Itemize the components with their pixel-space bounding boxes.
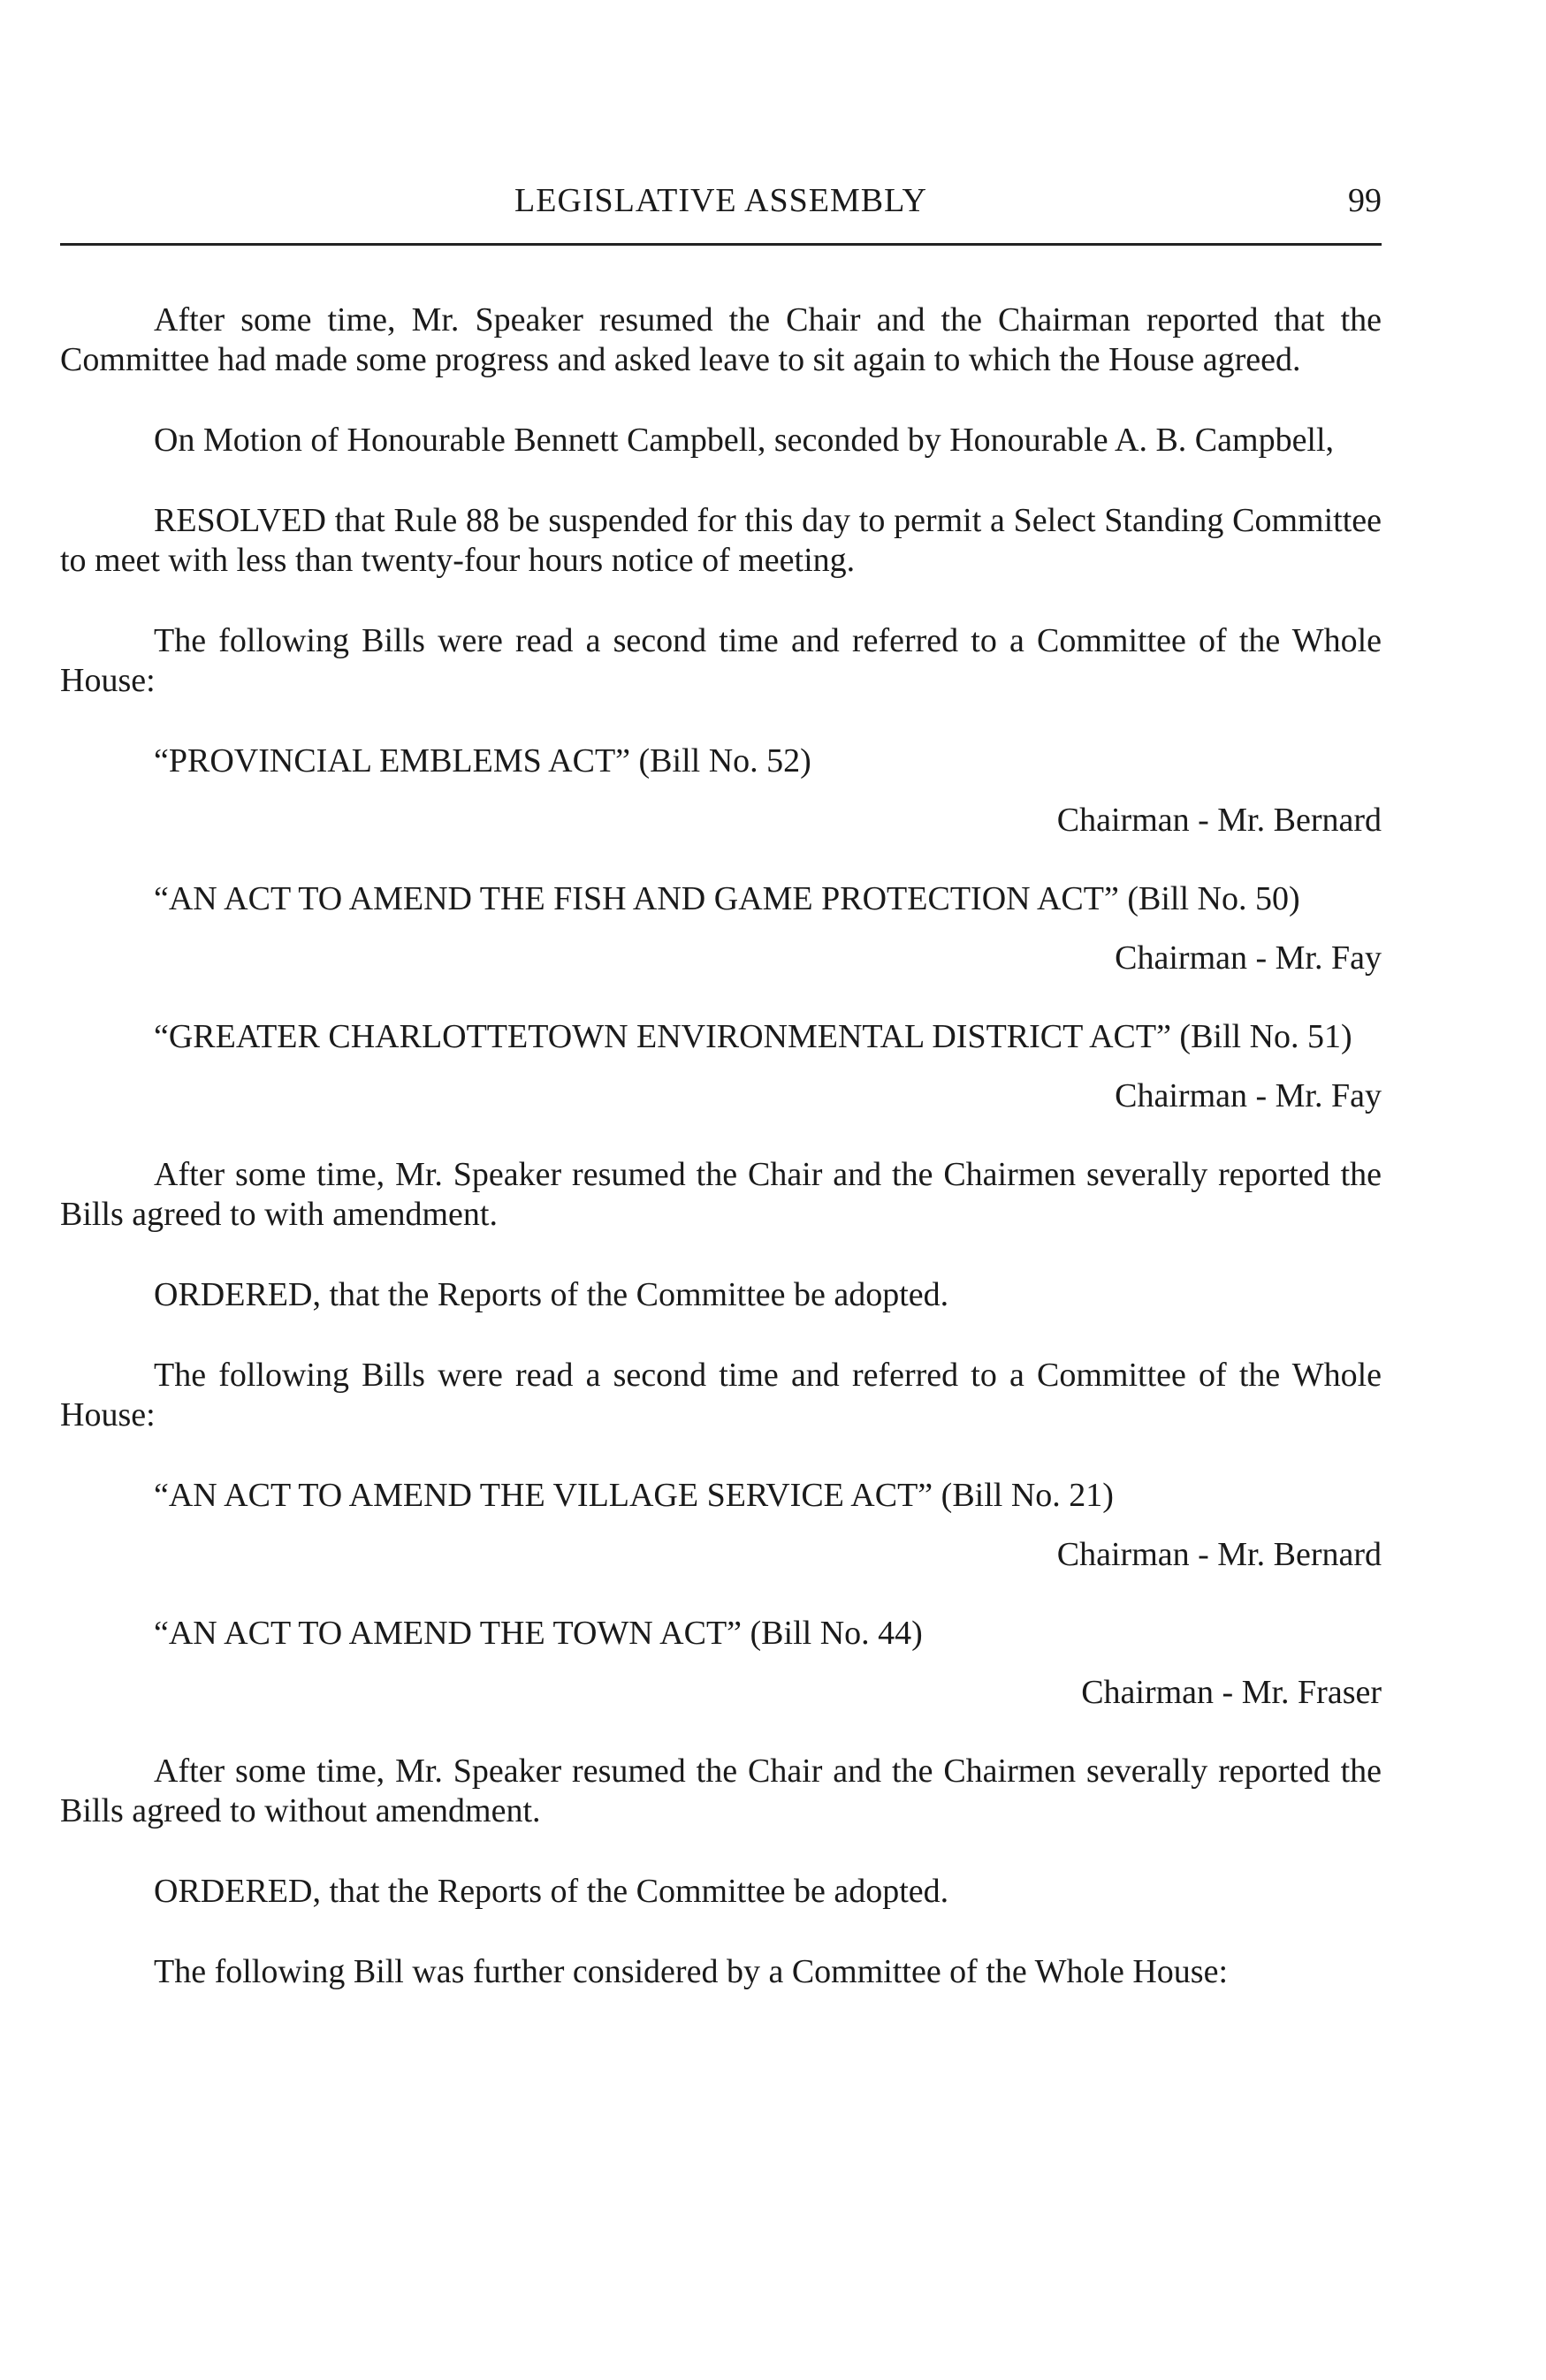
bill-title: “AN ACT TO AMEND THE VILLAGE SERVICE ACT” (Bill No. 21) [154,1477,1114,1514]
bill-chairman: Chairman - Mr. Fay [1115,1077,1382,1114]
bill-title: “AN ACT TO AMEND THE FISH AND GAME PROTECTION ACT” (Bill No. 50) [154,880,1300,917]
bill-title: “PROVINCIAL EMBLEMS ACT” (Bill No. 52) [154,742,811,779]
bill-title: “GREATER CHARLOTTETOWN ENVIRONMENTAL DISTRICT ACT” (Bill No. 51) [154,1018,1352,1055]
page-title: LEGISLATIVE ASSEMBLY [514,182,927,219]
paragraph-ordered: ORDERED, that the Reports of the Committee be adopted. [154,1873,949,1910]
paragraph-committee-progress: After some time, Mr. Speaker resumed the Chair and the Chairman reported that the Committee had made some progress and asked leave to sit again to which the House agreed. [60,301,1382,378]
paragraph-further-considered: The following Bill was further considered by a Committee of the Whole House: [154,1953,1229,1990]
paragraph-ordered: ORDERED, that the Reports of the Committee be adopted. [154,1276,949,1313]
paragraph-bills-second-reading: The following Bills were read a second time and referred to a Committee of the Whole House: [60,622,1382,699]
bill-chairman: Chairman - Mr. Bernard [1056,1536,1382,1573]
document-body [60,300,1382,2033]
page-header [60,181,1382,246]
paragraph-motion: On Motion of Honourable Bennett Campbell, seconded by Honourable A. B. Campbell, [154,422,1335,459]
bill-chairman: Chairman - Mr. Bernard [1056,802,1382,839]
bill-chairman: Chairman - Mr. Fay [1115,939,1382,977]
page-number: 99 [1348,182,1382,219]
paragraph-reported-with-amendment: After some time, Mr. Speaker resumed the Chair and the Chairmen severally reported the Bills agreed to with amendment. [60,1156,1382,1233]
paragraph-reported-without-amendment: After some time, Mr. Speaker resumed the Chair and the Chairmen severally reported the Bills agreed to without amendment. [60,1753,1382,1829]
bill-chairman: Chairman - Mr. Fraser [1081,1674,1382,1711]
paragraph-bills-second-reading: The following Bills were read a second time and referred to a Committee of the Whole House: [60,1357,1382,1433]
bill-title: “AN ACT TO AMEND THE TOWN ACT” (Bill No. 44) [154,1615,923,1652]
paragraph-resolved: RESOLVED that Rule 88 be suspended for this day to permit a Select Standing Committee to meet with less than twenty-four hours notice of meeting. [60,502,1382,579]
